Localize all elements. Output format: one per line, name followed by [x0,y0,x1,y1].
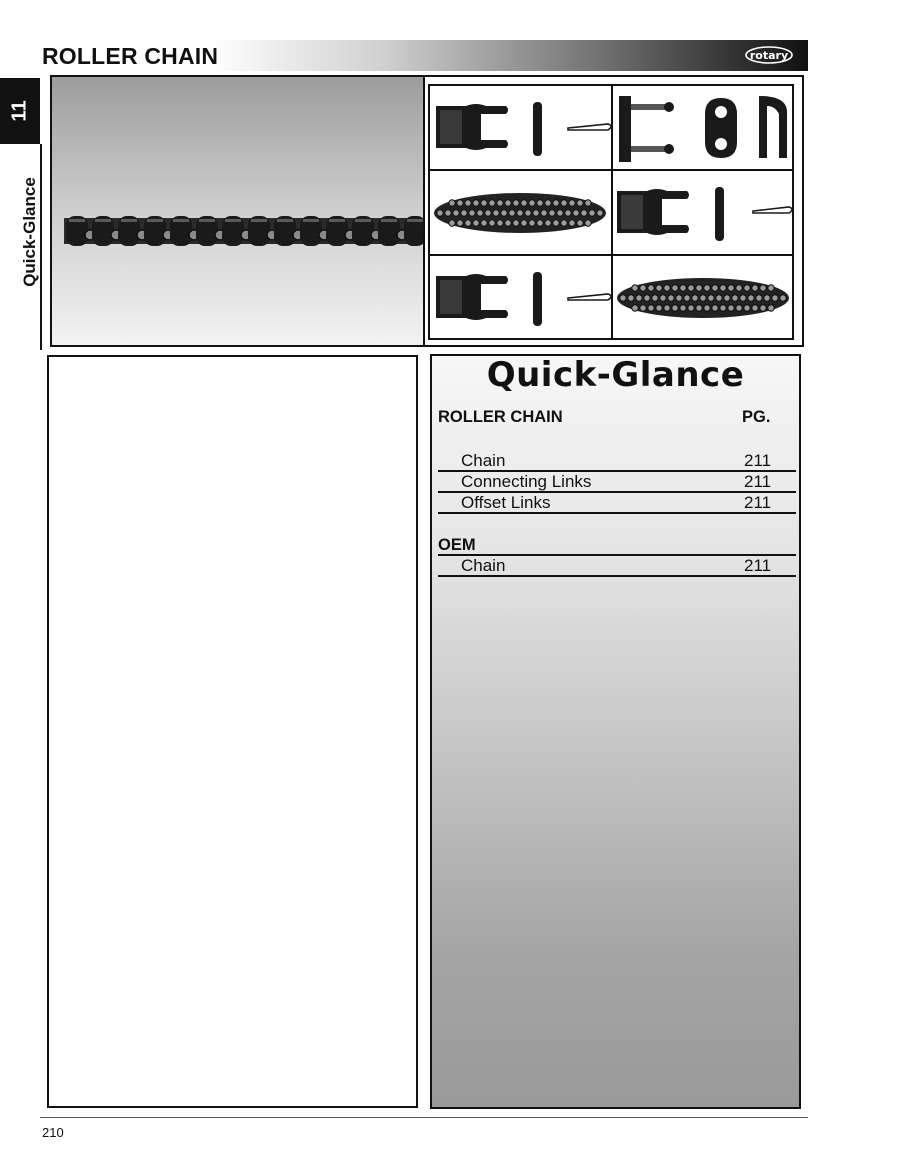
thumbnail-grid [428,84,794,340]
chapter-label: Quick-Glance [20,177,39,287]
quick-glance-panel [430,354,801,1109]
page-title: ROLLER CHAIN [42,43,219,69]
thumb-coiled-chain [613,256,794,340]
page-number: 210 [42,1125,64,1140]
section-heading: OEM [438,536,476,554]
thumb-coiled-chain [430,171,611,255]
toc-row[interactable] [438,494,796,514]
toc-item-page: 211 [744,556,772,575]
coiled-chain-icon [613,256,794,340]
toc-row[interactable] [438,452,796,472]
connecting-link-icon [430,256,611,340]
offset-link-icon [613,86,794,170]
connecting-link-icon [613,171,794,255]
svg-text:rotary: rotary [749,49,789,62]
thumb-connecting-link [430,86,611,170]
main-product-photo [52,77,423,345]
blank-panel [47,355,418,1108]
quick-glance-title: Quick-Glance [486,355,745,395]
thumb-connecting-link [430,256,611,340]
toc-item-label: Connecting Links [461,472,592,491]
page-header [40,40,808,71]
connecting-link-icon [430,86,611,170]
thumb-offset-link [613,86,794,170]
chapter-number: 11 [8,100,31,122]
toc-item-label: Chain [461,451,506,470]
side-rule [40,144,42,350]
thumb-connecting-link [613,171,794,255]
toc-item-label: Offset Links [461,493,551,512]
chapter-tab [0,78,40,144]
toc-item-page: 211 [744,493,772,512]
toc-item-page: 211 [744,472,772,491]
rotary-logo [744,45,794,65]
roller-chain-strand-icon [52,77,423,345]
toc-item-page: 211 [744,451,772,470]
toc-item-label: Chain [461,556,506,575]
page-column-header: PG. [742,408,771,426]
section-heading: ROLLER CHAIN [438,408,563,426]
coiled-chain-icon [430,171,611,255]
frame-divider [423,77,425,345]
toc-row[interactable] [438,554,796,577]
footer-rule [40,1117,808,1118]
toc-row[interactable] [438,473,796,493]
